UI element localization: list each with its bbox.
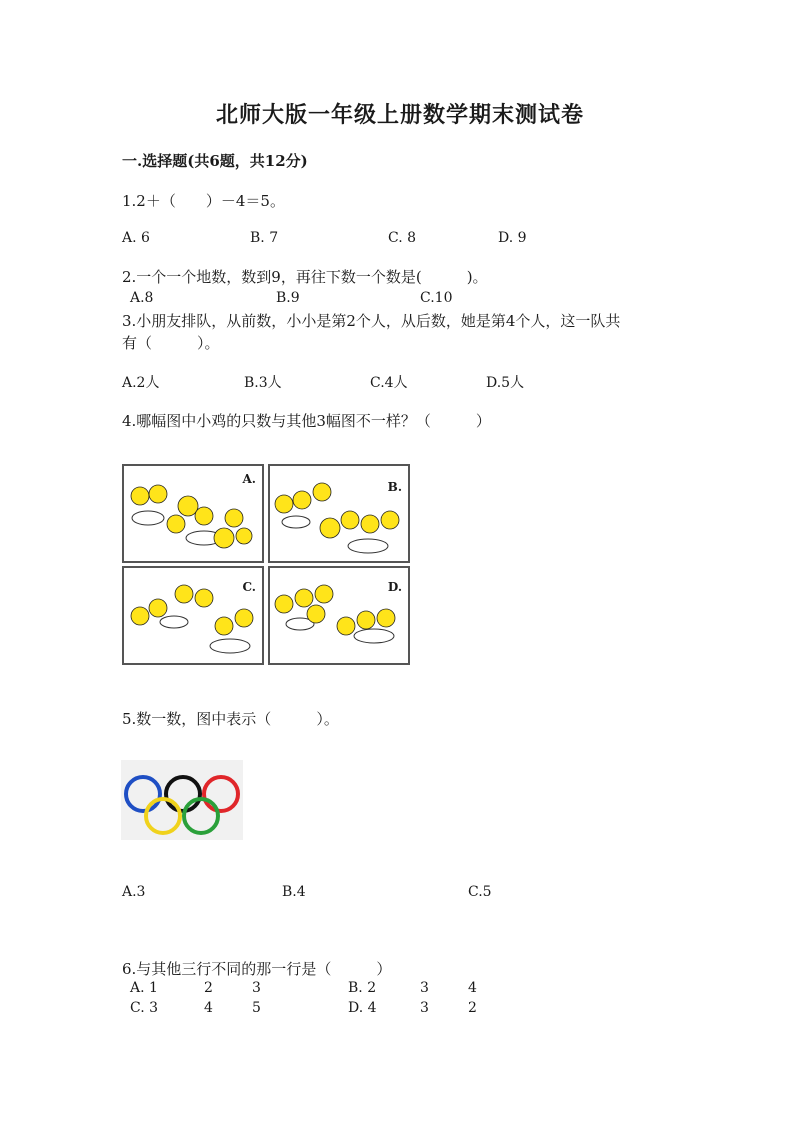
q6-row-c-n3: 5 — [252, 1000, 261, 1016]
panel-label-d: D. — [387, 580, 402, 594]
question-3-text-line1: 3.小朋友排队，从前数，小小是第2个人，从后数，她是第4个人，这一队共 — [122, 312, 621, 330]
chick-image-c — [124, 568, 262, 663]
q1-option-d[interactable]: D. 9 — [498, 230, 527, 246]
chick-image-a — [124, 466, 262, 561]
chick-panel-a[interactable] — [122, 464, 264, 563]
section-heading: 一.选择题(共6题，共12分) — [122, 152, 308, 170]
q6-row-d-n3: 2 — [468, 1000, 477, 1016]
q6-row-a-label[interactable]: A. 1 — [130, 980, 158, 996]
rings-svg — [121, 760, 243, 840]
question-1-text: 1.2＋（ ）－4＝5。 — [122, 192, 285, 210]
q3-option-b[interactable]: B.3人 — [244, 375, 282, 391]
question-6-text: 6.与其他三行不同的那一行是（ ） — [122, 960, 392, 978]
chick-panel-b[interactable] — [268, 464, 410, 563]
olympic-rings-image — [121, 760, 243, 840]
page-title: 北师大版一年级上册数学期末测试卷 — [215, 102, 584, 128]
q3-option-c[interactable]: C.4人 — [370, 375, 408, 391]
q6-row-d-n2: 3 — [420, 1000, 429, 1016]
q6-row-a-n2: 2 — [204, 980, 213, 996]
q3-option-a[interactable]: A.2人 — [122, 375, 160, 391]
ring-red — [204, 777, 238, 811]
ring-green — [184, 799, 218, 833]
q6-row-b-n3: 4 — [468, 980, 477, 996]
q2-option-c[interactable]: C.10 — [420, 290, 453, 306]
q6-row-b-n2: 3 — [420, 980, 429, 996]
question-4-text: 4.哪幅图中小鸡的只数与其他3幅图不一样？（ ） — [122, 412, 491, 430]
q5-option-c[interactable]: C.5 — [468, 884, 492, 900]
chick-panel-c[interactable] — [122, 566, 264, 665]
panel-label-a: A. — [242, 472, 256, 486]
ring-blue — [126, 777, 160, 811]
q1-option-b[interactable]: B. 7 — [250, 230, 279, 246]
q2-option-a[interactable]: A.8 — [130, 290, 154, 306]
q5-option-a[interactable]: A.3 — [122, 884, 146, 900]
chick-panel-d[interactable] — [268, 566, 410, 665]
question-2-text: 2.一个一个地数，数到9，再往下数一个数是( )。 — [122, 268, 488, 286]
q1-option-a[interactable]: A. 6 — [122, 230, 150, 246]
q6-row-a-n3: 3 — [252, 980, 261, 996]
q6-row-c-label[interactable]: C. 3 — [130, 1000, 159, 1016]
q6-row-b-label[interactable]: B. 2 — [348, 980, 377, 996]
panel-label-b: B. — [387, 480, 402, 494]
ring-black — [166, 777, 200, 811]
q2-option-b[interactable]: B.9 — [276, 290, 300, 306]
q6-row-d-label[interactable]: D. 4 — [348, 1000, 377, 1016]
q5-option-b[interactable]: B.4 — [282, 884, 306, 900]
ring-yellow — [146, 799, 180, 833]
question-3-text-line2: 有（ ）。 — [122, 334, 220, 352]
q1-option-c[interactable]: C. 8 — [388, 230, 417, 246]
question-5-text: 5.数一数，图中表示（ ）。 — [122, 710, 339, 728]
panel-label-c: C. — [242, 580, 256, 594]
q3-option-d[interactable]: D.5人 — [486, 375, 525, 391]
q6-row-c-n2: 4 — [204, 1000, 213, 1016]
